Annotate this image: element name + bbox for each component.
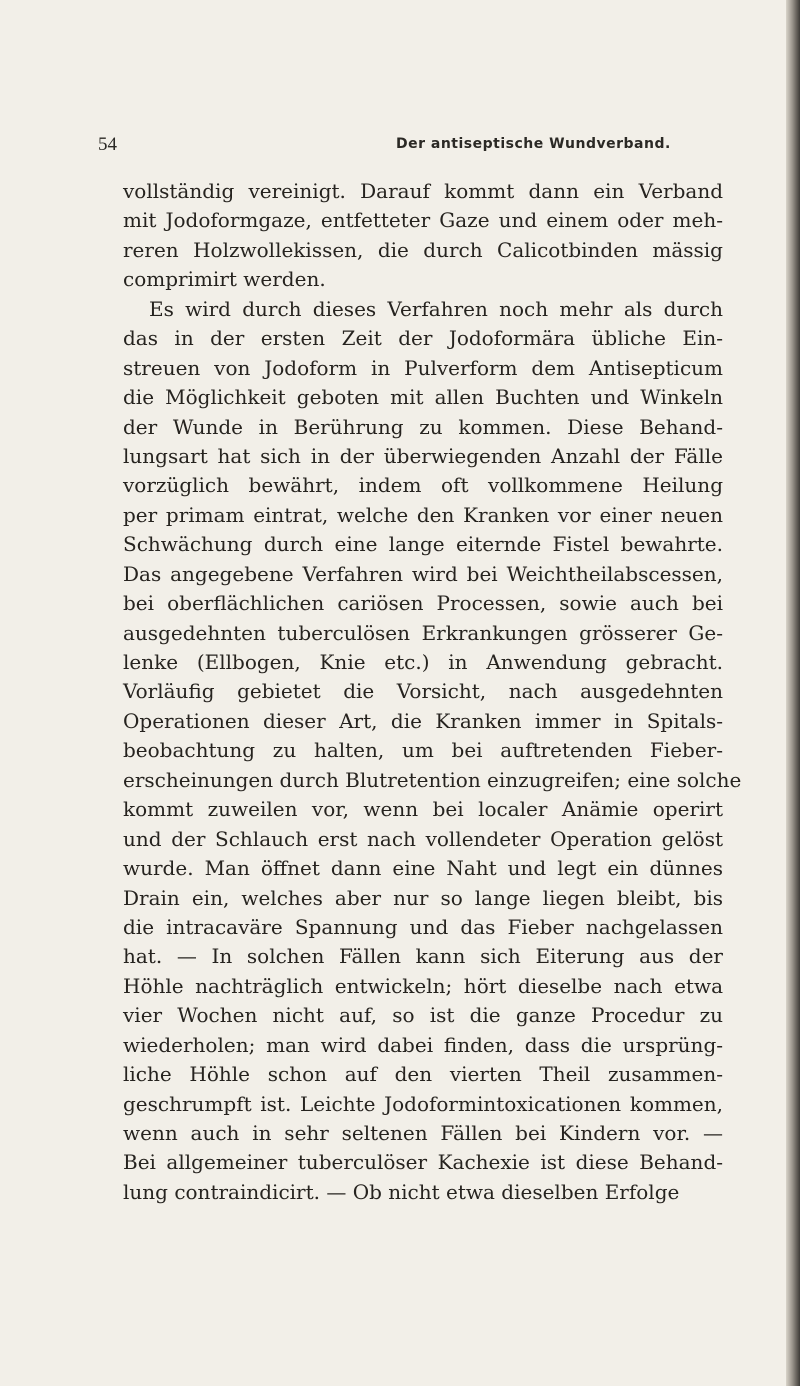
text-line: per primam eintrat, welche den Kranken vor einer neuen xyxy=(123,502,723,527)
text-line: Drain ein, welches aber nur so lange liegen bleibt, bis xyxy=(123,885,723,910)
text-line: comprimirt werden. xyxy=(123,267,326,292)
text-line: Vorläufig gebietet die Vorsicht, nach ausgedehnten xyxy=(123,679,723,704)
text-line: Schwächung durch eine lange eiternde Fistel bewahrte. xyxy=(123,532,723,557)
text-line: Es wird durch dieses Verfahren noch mehr als durch xyxy=(149,296,723,321)
text-line: hat. — In solchen Fällen kann sich Eiterung aus der xyxy=(123,944,723,969)
text-line: der Wunde in Berührung zu kommen. Diese Behand- xyxy=(123,414,723,439)
page-number: 54 xyxy=(98,134,117,155)
text-line: wiederholen; man wird dabei finden, dass die ursprüng- xyxy=(123,1032,723,1057)
text-line: streuen von Jodoform in Pulverform dem Antisepticum xyxy=(123,355,723,380)
running-head-title: Der antiseptische Wundverband. xyxy=(396,136,671,152)
text-line: Das angegebene Verfahren wird bei Weichtheilabscessen, xyxy=(123,561,723,586)
text-line: geschrumpft ist. Leichte Jodoformintoxicationen kommen, xyxy=(123,1091,723,1116)
text-line: mit Jodoformgaze, entfetteter Gaze und einem oder meh- xyxy=(123,208,723,233)
text-line: vorzüglich bewährt, indem oft vollkommene Heilung xyxy=(123,473,723,498)
text-line: ausgedehnten tuberculösen Erkrankungen grösserer Ge- xyxy=(123,620,723,645)
page-edge xyxy=(786,0,800,1386)
text-line: bei oberflächlichen cariösen Processen, sowie auch bei xyxy=(123,591,723,616)
text-line: erscheinungen durch Blutretention einzugreifen; eine solche xyxy=(123,767,742,792)
text-line: Bei allgemeiner tuberculöser Kachexie ist diese Behand- xyxy=(123,1150,723,1175)
text-line: und der Schlauch erst nach vollendeter Operation gelöst xyxy=(123,826,723,851)
body-text xyxy=(123,177,742,1207)
text-line: vollständig vereinigt. Darauf kommt dann ein Verband xyxy=(123,179,723,203)
text-line: lungsart hat sich in der überwiegenden Anzahl der Fälle xyxy=(123,443,723,468)
text-line: reren Holzwollekissen, die durch Calicotbinden mässig xyxy=(123,237,723,262)
text-line: Operationen dieser Art, die Kranken immer in Spitals- xyxy=(123,708,723,733)
text-line: lenke (Ellbogen, Knie etc.) in Anwendung gebracht. xyxy=(123,650,723,674)
text-line: wenn auch in sehr seltenen Fällen bei Kindern vor. — xyxy=(123,1121,723,1145)
text-line: vier Wochen nicht auf, so ist die ganze Procedur zu xyxy=(123,1003,723,1028)
running-head xyxy=(98,134,738,156)
text-line: lung contraindicirt. — Ob nicht etwa dieselben Erfolge xyxy=(123,1179,680,1204)
text-line: die Möglichkeit geboten mit allen Buchten und Winkeln xyxy=(123,385,723,410)
text-line: die intracaväre Spannung und das Fieber nachgelassen xyxy=(123,914,723,939)
text-line: Höhle nachträglich entwickeln; hört dieselbe nach etwa xyxy=(123,973,723,998)
text-line: beobachtung zu halten, um bei auftretenden Fieber- xyxy=(123,738,723,763)
text-line: wurde. Man öffnet dann eine Naht und legt ein dünnes xyxy=(123,856,723,881)
text-line: kommt zuweilen vor, wenn bei localer Anämie operirt xyxy=(123,797,723,822)
text-line: das in der ersten Zeit der Jodoformära übliche Ein- xyxy=(123,326,723,351)
text-line: liche Höhle schon auf den vierten Theil zusammen- xyxy=(123,1062,723,1087)
